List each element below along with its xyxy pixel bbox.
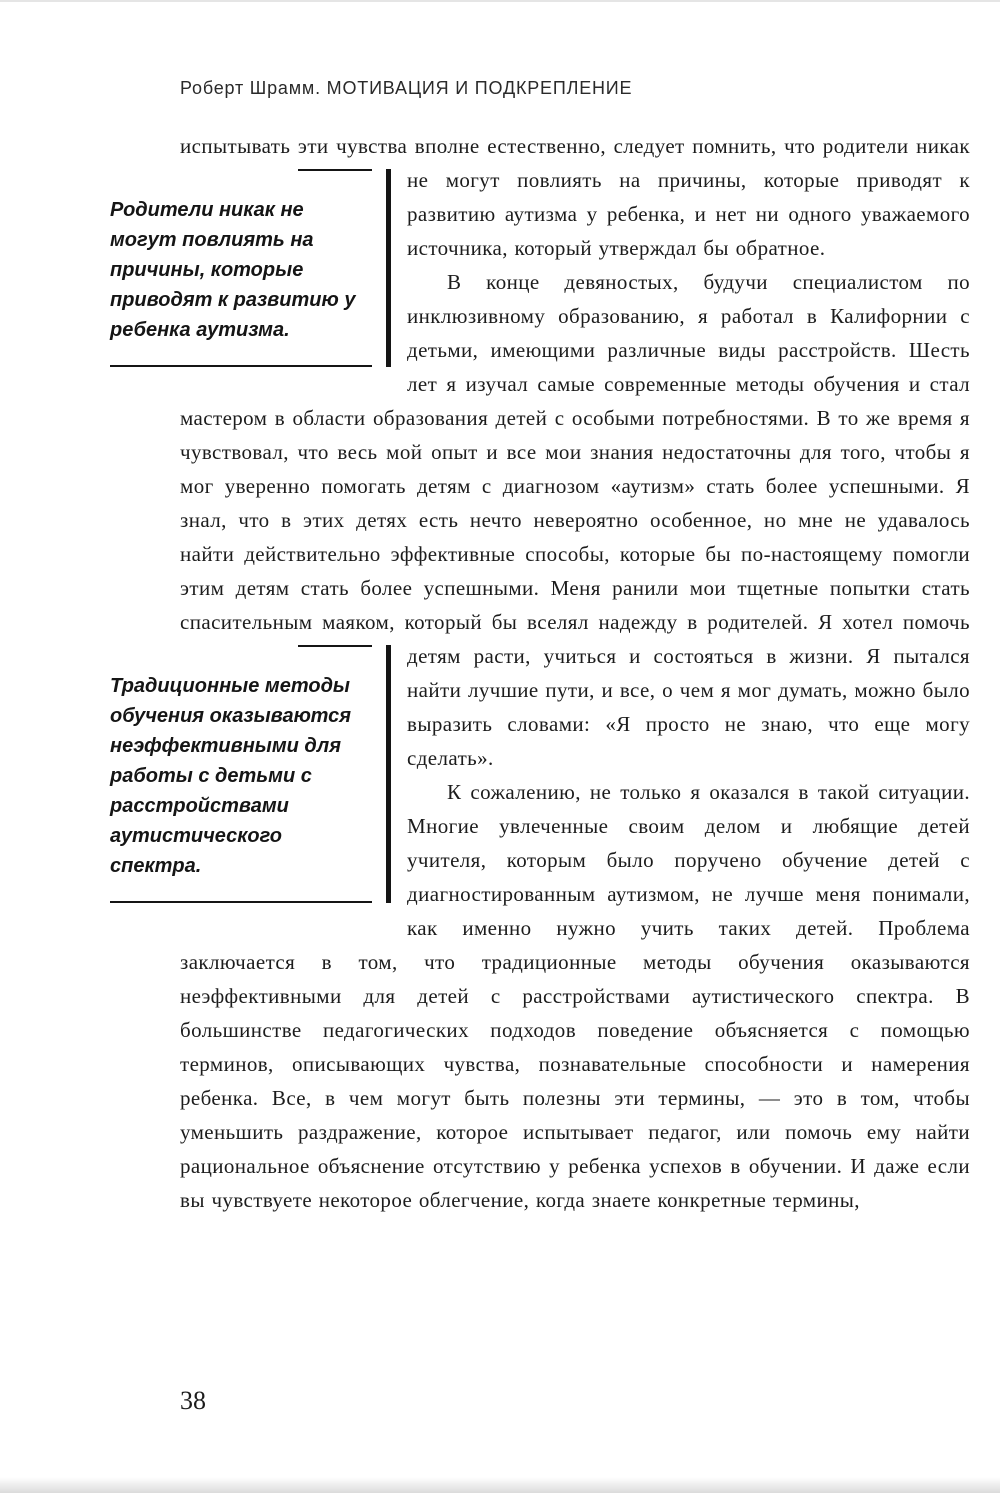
paragraph-3: К сожалению, не только я оказался в такой ситуации. Многие увлеченные своим делом и любящие детей учителя, которым было поручено обучение детей с диагностированным аутизмом, не лучше меня понимали, как именно нужно учить таких детей. Проблема заключается в том, что традиционные методы обучения оказываются неэффективными для детей с расстройствами аутистического спектра. В большинстве педагогических подходов поведение объясняется с помощью терминов, описывающих чувства, познавательные способности и намерения ребенка. Все, в чем могут быть полезны эти термины, — это в том, чтобы уменьшить раздражение, которое испытывает педагог, или помочь ему найти рациональное объяснение отсутствию у ребенка успехов в обучении. И даже если вы чувствуете некоторое облегчение, когда знаете конкретные термины,	[180, 780, 970, 1212]
paragraph-1-part-b: к развитию аутизма у ребенка, и нет ни одного уважаемого источника, который утверждал бы обратное.	[407, 168, 970, 260]
margin-note-1: Родители никак не могут повлиять на причины, которые приводят к развитию у ребенка аутизма.	[110, 169, 391, 367]
page-content	[0, 78, 1000, 1217]
paragraph-2-part-b: учиться и состояться в жизни. Я пытался найти лучшие пути, и все, о чем я мог думать, можно было выразить словами: «Я просто не знаю, что еще могу сделать».	[407, 644, 970, 770]
margin-note-2: Традиционные методы обучения оказываются неэффективными для работы с детьми с расстройствами аутистического спектра.	[110, 645, 391, 903]
paragraph-2-part-a: В конце девяностых, будучи специалистом по инклюзивному образованию, я работал в Калифорнии с детьми, имеющими различные виды расстройств. Шесть лет я изучал самые современные методы обучения и стал мастером в области образования детей с особыми потребностями. В то же время я чувствовал, что весь мой опыт и все мои знания недостаточны для того, чтобы я мог уверенно помогать детям с диагнозом «аутизм» стать более успешными. Я знал, что в этих детях есть нечто невероятно особенное, но мне не удавалось найти действительно эффективные способы, которые бы по-настоящему помогли этим детям стать более успешными. Меня ранили мои тщетные попытки стать спасительным маяком, который бы вселял надежду в родителей. Я хотел помочь детям расти,	[180, 270, 970, 668]
paragraph-1	[110, 129, 970, 341]
scan-edge-top	[0, 0, 1000, 2]
page-number: 38	[180, 1386, 206, 1415]
running-head: Роберт Шрамм. МОТИВАЦИЯ И ПОДКРЕПЛЕНИЕ	[180, 78, 633, 98]
scan-edge-bottom	[0, 1477, 1000, 1493]
paragraph-1-part-a: испытывать эти чувства вполне естественно, следует помнить, что родители никак не могут повлиять на причины, которые приводят	[180, 134, 970, 192]
body-text	[110, 129, 970, 1217]
